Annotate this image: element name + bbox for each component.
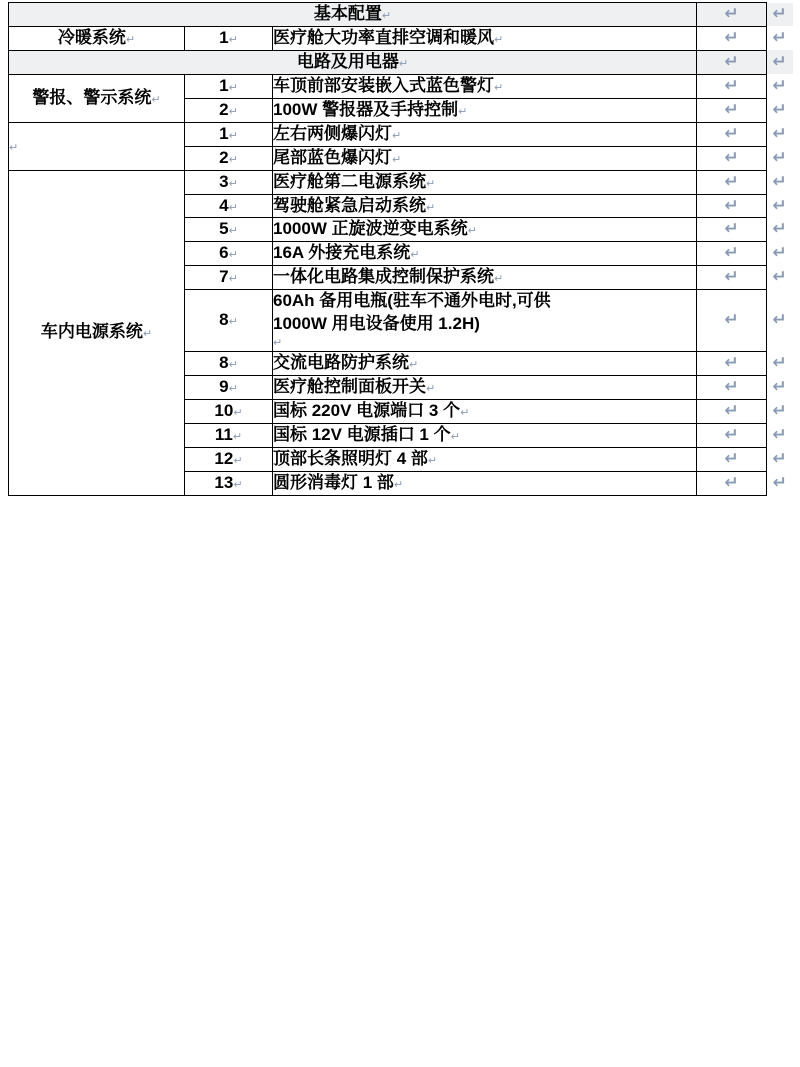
row-description [273,122,697,146]
table-row [9,26,793,50]
number-text: 10 [214,400,234,420]
paragraph-mark: ↵ [228,33,238,46]
paragraph-mark: ↵ [427,454,438,467]
paragraph-mark: ↵ [9,141,19,154]
description-text: 车顶前部安装嵌入式蓝色警灯 [273,75,494,95]
row-number [185,146,273,170]
number-text: 3 [219,171,229,191]
row-mark: ↵ [697,399,767,423]
description-text: 医疗舱大功率直排空调和暖风 [273,27,494,47]
paragraph-mark: ↵ [393,478,404,491]
row-description [273,399,697,423]
row-description [273,471,697,495]
paragraph-mark: ↵ [228,273,238,286]
description-text: 医疗舱控制面板开关 [273,376,426,396]
paragraph-mark: ↵ [398,57,409,70]
row-number [185,242,273,266]
description-text: 医疗舱第二电源系统 [273,171,426,191]
row-mark: ↵ [697,218,767,242]
paragraph-mark: ↵ [233,406,243,419]
category-text: 冷暖系统 [57,27,126,47]
row-mark: ↵ [697,423,767,447]
section-header-title [9,50,697,74]
row-end-mark: ↵ [772,376,787,396]
number-text: 4 [219,195,229,215]
row-number [185,423,273,447]
row-mark: ↵ [697,122,767,146]
paragraph-mark: ↵ [494,81,504,94]
paragraph-mark: ↵ [125,33,136,46]
description-line-1: 60Ah 备用电瓶(驻车不通外电时,可供 [273,291,551,311]
description-text: 圆形消毒灯 1 部 [273,472,394,492]
number-text: 13 [214,472,234,492]
row-number [185,194,273,218]
row-end-mark: ↵ [772,352,787,372]
number-text: 1 [219,75,229,95]
paragraph-mark: ↵ [409,358,419,371]
row-mark: ↵ [697,447,767,471]
row-description [273,74,697,98]
paragraph-mark: ↵ [228,316,238,329]
paragraph-mark: ↵ [410,249,420,262]
row-mark: ↵ [697,375,767,399]
row-end-mark: ↵ [772,171,787,191]
category-text: 车内电源系统 [40,322,143,342]
paragraph-mark: ↵ [392,129,402,142]
row-mark: ↵ [697,471,767,495]
number-text: 5 [219,219,229,239]
row-description [273,375,697,399]
number-text: 7 [219,267,229,287]
paragraph-mark: ↵ [228,382,238,395]
paragraph-mark: ↵ [233,454,243,467]
row-mark: ↵ [697,266,767,290]
row-description [273,146,697,170]
paragraph-mark: ↵ [494,273,504,286]
row-end-mark: ↵ [772,99,787,119]
paragraph-mark: ↵ [228,177,238,190]
description-text: 100W 警报器及手持控制 [273,99,459,119]
row-end-mark: ↵ [772,75,787,95]
row-end-mark: ↵ [772,400,787,420]
number-text: 8 [219,310,229,330]
row-number [185,122,273,146]
row-end-mark: ↵ [772,219,787,239]
row-end-mark: ↵ [772,243,787,263]
description-text: 16A 外接充电系统 [273,243,411,263]
description-text: 顶部长条照明灯 4 部 [273,448,428,468]
row-end-mark: ↵ [772,472,787,492]
paragraph-mark: ↵ [458,105,468,118]
description-text: 驾驶舱紧急启动系统 [273,195,426,215]
description-text: 左右两侧爆闪灯 [273,123,392,143]
paragraph-mark: ↵ [142,328,153,341]
number-text: 12 [214,448,234,468]
row-number [185,218,273,242]
row-mark: ↵ [697,26,767,50]
paragraph-mark: ↵ [426,201,436,214]
row-description [273,26,697,50]
row-number [185,74,273,98]
number-text: 6 [219,243,229,263]
row-number [185,266,273,290]
row-number [185,170,273,194]
row-number [185,375,273,399]
description-text: 一体化电路集成控制保护系统 [273,267,494,287]
row-number [185,351,273,375]
row-number [185,471,273,495]
paragraph-mark: ↵ [228,201,238,214]
paragraph-mark: ↵ [151,93,161,106]
section-header-row [9,3,793,27]
row-description [273,423,697,447]
row-mark: ↵ [697,74,767,98]
paragraph-mark: ↵ [450,430,460,443]
row-description [273,194,697,218]
paragraph-mark: ↵ [233,478,243,491]
row-description [273,447,697,471]
row-number [185,447,273,471]
paragraph-mark: ↵ [392,153,402,166]
row-description [273,290,697,352]
table-row [9,122,793,146]
section-header-text: 基本配置 [313,4,382,23]
row-end-mark: ↵ [772,195,787,215]
number-text: 11 [214,424,233,444]
row-end-mark: ↵ [772,424,787,444]
row-description [273,218,697,242]
paragraph-mark: ↵ [426,177,436,190]
description-text: 国标 12V 电源插口 1 个 [273,424,451,444]
row-number [185,290,273,352]
category-text: 警报、警示系统 [32,87,152,107]
paragraph-mark: ↵ [228,225,238,238]
description-text: 1000W 正旋波逆变电系统 [273,219,468,239]
row-end-mark: ↵ [772,147,787,167]
row-mark: ↵ [697,242,767,266]
row-end-mark: ↵ [767,3,793,27]
paragraph-mark: ↵ [228,129,238,142]
row-mark: ↵ [697,351,767,375]
description-line-2: 1000W 用电设备使用 1.2H) [273,314,480,334]
row-description [273,351,697,375]
row-mark: ↵ [697,98,767,122]
row-end-mark: ↵ [772,27,787,47]
section-header-row [9,50,793,74]
number-text: 2 [219,147,229,167]
row-description [273,266,697,290]
row-mark: ↵ [697,146,767,170]
number-text: 8 [219,352,229,372]
row-end-mark: ↵ [767,50,793,74]
row-number [185,26,273,50]
row-description [273,98,697,122]
description-text: 国标 220V 电源端口 3 个 [273,400,461,420]
row-description [273,170,697,194]
paragraph-mark: ↵ [273,337,283,350]
row-category [9,122,185,170]
paragraph-mark: ↵ [467,225,477,238]
row-category [9,74,185,122]
row-description [273,242,697,266]
row-category [9,170,185,495]
paragraph-mark: ↵ [228,153,238,166]
paragraph-mark: ↵ [228,81,238,94]
paragraph-mark: ↵ [228,358,238,371]
number-text: 2 [219,99,229,119]
paragraph-mark: ↵ [228,249,238,262]
number-text: 1 [219,123,229,143]
number-text: 1 [219,27,229,47]
paragraph-mark: ↵ [426,382,436,395]
number-text: 9 [219,376,229,396]
row-mark: ↵ [697,290,767,352]
section-header-title [9,3,697,27]
row-number [185,98,273,122]
paragraph-mark: ↵ [232,430,243,443]
paragraph-mark: ↵ [381,10,392,22]
paragraph-mark: ↵ [494,33,504,46]
description-text: 交流电路防护系统 [273,352,409,372]
row-end-mark: ↵ [772,310,787,330]
row-end-mark: ↵ [772,448,787,468]
row-mark: ↵ [697,194,767,218]
section-header-text: 电路及用电器 [296,51,399,71]
paragraph-mark: ↵ [460,406,470,419]
row-end-mark: ↵ [772,123,787,143]
section-header-mark: ↵ [697,3,767,27]
row-number [185,399,273,423]
table-row [9,74,793,98]
row-category [9,26,185,50]
description-text: 尾部蓝色爆闪灯 [273,147,392,167]
table-row [9,170,793,194]
specification-table [8,2,793,496]
paragraph-mark: ↵ [228,105,238,118]
row-end-mark: ↵ [772,267,787,287]
row-mark: ↵ [697,170,767,194]
section-header-mark: ↵ [697,50,767,74]
